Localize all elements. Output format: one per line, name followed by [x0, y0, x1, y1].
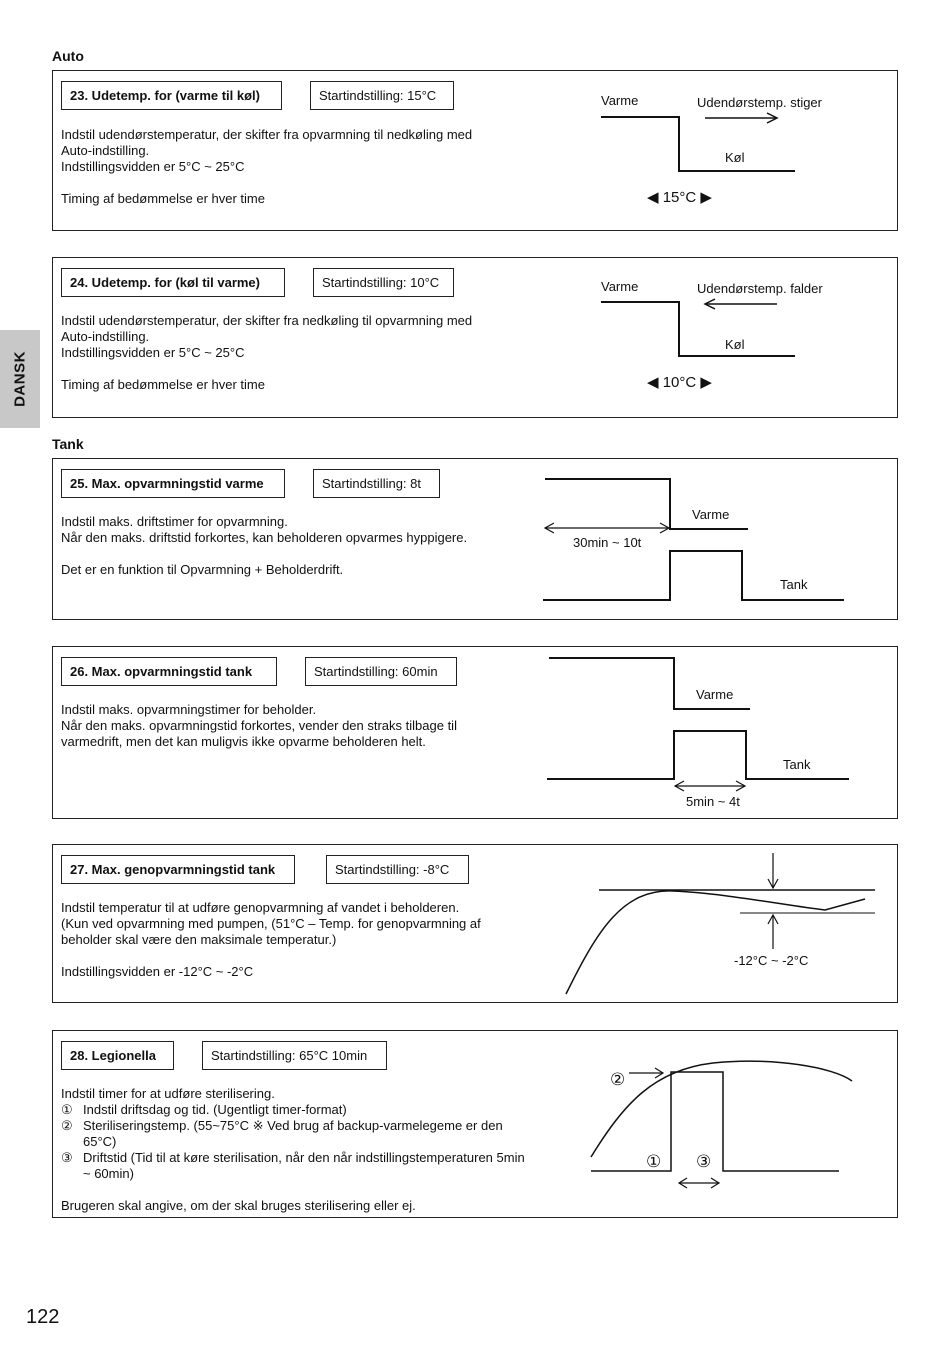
label-direction: Udendørstemp. stiger — [697, 95, 822, 110]
desc-line: Auto-indstilling. — [61, 329, 150, 344]
setting-panel-23 — [52, 70, 898, 231]
label-direction: Udendørstemp. falder — [697, 281, 823, 296]
timing-diagram — [537, 651, 867, 816]
setting-description — [61, 127, 531, 207]
label-varme: Varme — [692, 507, 730, 522]
label-varme: Varme — [601, 279, 639, 294]
label-range: -12°C ~ -2°C — [734, 953, 809, 968]
setting-title: 28. Legionella — [61, 1041, 174, 1070]
step-item — [61, 1118, 531, 1150]
marker-2: ② — [610, 1070, 626, 1089]
state-line — [601, 302, 795, 356]
desc-line: Auto-indstilling. — [61, 143, 150, 158]
label-kol: Køl — [725, 150, 745, 165]
desc-line: Indstil temperatur til at udføre genopvarmning af vandet i beholderen. — [61, 900, 460, 915]
desc-line: Det er en funktion til Opvarmning + Beholderdrift. — [61, 562, 344, 577]
setting-panel-28 — [52, 1030, 898, 1218]
desc-line: varmedrift, men det kan muligvis ikke opvarme beholderen helt. — [61, 734, 426, 749]
desc-line: Timing af bedømmelse er hver time — [61, 191, 265, 206]
label-tank: Tank — [780, 577, 808, 592]
label-setting: ◀ 10°C ▶ — [647, 374, 712, 391]
desc-line: Indstil maks. opvarmningstimer for beholder. — [61, 702, 317, 717]
label-setting: ◀ 15°C ▶ — [647, 189, 712, 206]
temp-curve — [591, 1061, 852, 1157]
setting-panel-26 — [52, 646, 898, 819]
setting-description — [61, 514, 531, 578]
desc-line: Indstil udendørstemperatur, der skifter fra opvarmning til nedkøling med — [61, 127, 473, 142]
language-tab — [0, 330, 40, 428]
label-kol: Køl — [725, 337, 745, 352]
operation-line — [591, 1072, 839, 1171]
setting-description — [61, 900, 531, 980]
marker-3: ③ — [696, 1152, 712, 1171]
step-item — [61, 1150, 531, 1182]
temp-curve — [566, 891, 865, 994]
desc-line: Indstil maks. driftstimer for opvarmning. — [61, 514, 288, 529]
setting-panel-27 — [52, 844, 898, 1003]
desc-line: beholder skal være den maksimale temperatur.) — [61, 932, 337, 947]
switch-diagram — [583, 268, 883, 408]
setting-description — [61, 1086, 531, 1214]
step-number: ① — [61, 1102, 73, 1117]
language-tab-label: DANSK — [11, 351, 29, 407]
tank-line — [543, 551, 844, 600]
desc-line: Når den maks. driftstid forkortes, kan beholderen opvarmes hyppigere. — [61, 530, 468, 545]
setting-title: 27. Max. genopvarmningstid tank — [61, 855, 295, 884]
setting-default: Startindstilling: 10°C — [313, 268, 454, 297]
step-number: ③ — [61, 1150, 73, 1165]
step-text: Indstil driftsdag og tid. (Ugentligt timer-format) — [83, 1102, 347, 1117]
legionella-steps — [61, 1102, 531, 1182]
step-item — [61, 1102, 531, 1118]
desc-line: Indstillingsvidden er -12°C ~ -2°C — [61, 964, 254, 979]
state-line — [601, 117, 795, 171]
section-heading-tank: Tank — [52, 436, 84, 452]
desc-line: Indstillingsvidden er 5°C ~ 25°C — [61, 159, 245, 174]
desc-line: Indstil timer for at udføre sterilisering. — [61, 1086, 275, 1101]
reheat-diagram — [553, 849, 893, 999]
label-tank: Tank — [783, 757, 811, 772]
setting-default: Startindstilling: 65°C 10min — [202, 1041, 387, 1070]
setting-default: Startindstilling: 15°C — [310, 81, 454, 110]
timing-diagram — [533, 469, 863, 614]
marker-1: ① — [646, 1152, 662, 1171]
label-range: 5min ~ 4t — [686, 794, 740, 809]
setting-panel-24 — [52, 257, 898, 418]
setting-default: Startindstilling: 8t — [313, 469, 440, 498]
setting-title: 23. Udetemp. for (varme til køl) — [61, 81, 282, 110]
step-text: Driftstid (Tid til at køre sterilisation, når den når indstillingstemperaturen 5min ~ 60min) — [83, 1150, 525, 1181]
legionella-diagram — [573, 1045, 893, 1205]
desc-line: Timing af bedømmelse er hver time — [61, 377, 265, 392]
step-text: Steriliseringstemp. (55~75°C ※ Ved brug af backup-varmelegeme er den 65°C) — [83, 1118, 503, 1149]
label-varme: Varme — [601, 93, 639, 108]
setting-default: Startindstilling: -8°C — [326, 855, 469, 884]
desc-line: (Kun ved opvarmning med pumpen, (51°C – Temp. for genopvarmning af — [61, 916, 481, 931]
label-range: 30min ~ 10t — [573, 535, 642, 550]
setting-default: Startindstilling: 60min — [305, 657, 457, 686]
setting-description — [61, 702, 531, 750]
setting-title: 25. Max. opvarmningstid varme — [61, 469, 285, 498]
step-number: ② — [61, 1118, 73, 1133]
setting-title: 26. Max. opvarmningstid tank — [61, 657, 277, 686]
desc-line: Indstillingsvidden er 5°C ~ 25°C — [61, 345, 245, 360]
section-heading-auto: Auto — [52, 48, 84, 64]
setting-title: 24. Udetemp. for (køl til varme) — [61, 268, 285, 297]
label-varme: Varme — [696, 687, 734, 702]
setting-panel-25 — [52, 458, 898, 620]
desc-line: Når den maks. opvarmningstid forkortes, vender den straks tilbage til — [61, 718, 457, 733]
page-number: 122 — [26, 1306, 60, 1328]
switch-diagram — [583, 81, 883, 221]
desc-line: Brugeren skal angive, om der skal bruges sterilisering eller ej. — [61, 1198, 416, 1213]
setting-description — [61, 313, 531, 393]
desc-line: Indstil udendørstemperatur, der skifter fra nedkøling til opvarmning med — [61, 313, 473, 328]
